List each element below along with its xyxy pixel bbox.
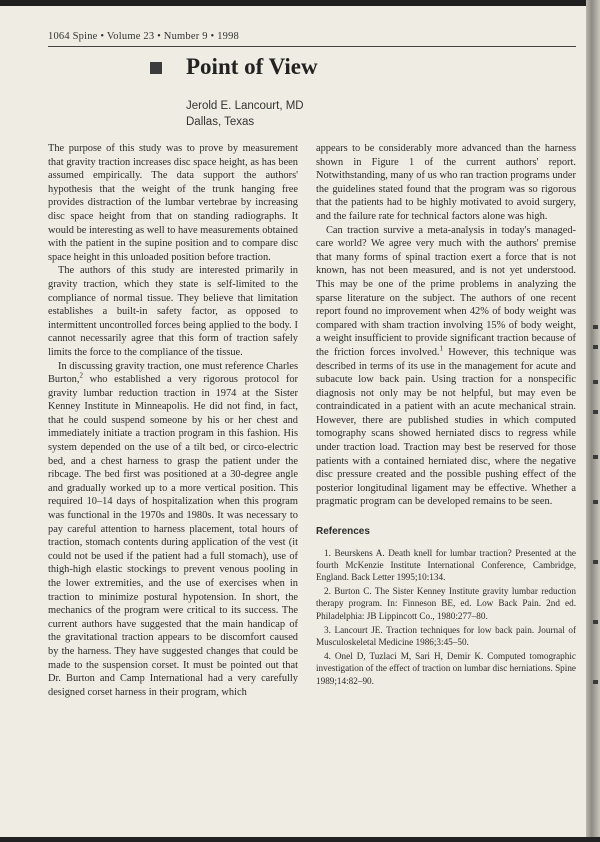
reference-item: 2. Burton C. The Sister Kenney Institute gravity lumbar reduction therapy program. In: Finneson BE, ed. Low Back Pain. 2nd ed. Philadelphia: JB Lippincott Co., 1980:277–80. xyxy=(316,586,576,621)
edge-mark xyxy=(593,410,598,414)
top-edge-bar xyxy=(0,0,600,6)
author-name: Jerold E. Lancourt, MD xyxy=(186,100,304,112)
paragraph: appears to be considerably more advanced than the harness shown in Figure 1 of the current authors' report. Notwithstanding, many of us who ran traction programs under the guidelines stated found that the program was so rigorous that the patients had to be highly motivated to avoid surgery, and the failure rate for technical factors alone was high. xyxy=(316,143,576,222)
paragraph xyxy=(48,360,298,700)
edge-mark xyxy=(593,500,598,504)
edge-mark xyxy=(593,455,598,459)
header-rule xyxy=(48,46,576,47)
reference-item: 3. Lancourt JE. Traction techniques for low back pain. Journal of Musculoskeletal Medicine 1986;3:45–50. xyxy=(316,624,576,648)
edge-mark xyxy=(593,680,598,684)
paragraph xyxy=(316,224,576,509)
right-column xyxy=(316,142,576,689)
paragraph: The authors of this study are interested primarily in gravity traction, which they state is self-limited to the compliance of normal tissue. They believe that limitation establishes a built-in safety factor, as opposed to intermittent uncontrolled forces being applied to the body. I cannot necessarily agree that this form of traction safely limits the force to the compliance of the tissue. xyxy=(48,265,298,358)
citation-superscript: 1 xyxy=(439,344,443,353)
references-heading: References xyxy=(316,526,370,538)
left-column xyxy=(48,142,298,699)
edge-mark xyxy=(593,620,598,624)
author-block xyxy=(186,98,304,130)
author-location: Dallas, Texas xyxy=(186,116,255,128)
edge-mark xyxy=(593,380,598,384)
citation-superscript: 2 xyxy=(79,371,83,380)
paragraph-text: Can traction survive a meta-analysis in today's managed-care world? We agree very much with the authors' premise that many forms of spinal traction exert a force that is not known, has not been measured, and is not yet understood. This may be one of the prime problems in analyzing the sparse literature on the subject. The authors of one recent report found no improvement when 42% of body weight was compared with sham traction involving 15% of body weight, a weight insufficient to provide significant traction because of the friction forces involved. xyxy=(316,224,576,358)
paragraph-text: However, this technique was described in terms of its use in the management for acute and subacute low back pain. Using traction for a nonspecific diagnosis not only may be not helpful, but may even be contraindicated in a patient with an acute mechanical strain. However, there are published studies in which computed tomography scans showed herniated discs to regress while under traction load. Traction may best be reserved for those patients with a contained herniated disc, where the negative disc pressure created and the possible pushing effect of the posterior longitudinal ligament may be effective. Whether a pragmatic program can be developed remains to be seen. xyxy=(316,346,576,508)
edge-mark xyxy=(593,345,598,349)
reference-item: 1. Beurskens A. Death knell for lumbar traction? Presented at the fourth McKenzie Institute International Conference, Cambridge, England. Back Letter 1995;10:134. xyxy=(316,547,576,583)
reference-item: 4. Onel D, Tuzlaci M, Sari H, Demir K. Computed tomographic investigation of the effect of traction on lumbar disc herniations. Spine 1989;14:82–90. xyxy=(316,651,576,686)
running-head: 1064 Spine • Volume 23 • Number 9 • 1998 xyxy=(48,31,240,42)
paragraph-text: In discussing gravity traction, one must reference Charles Burton, xyxy=(48,360,298,386)
edge-mark xyxy=(593,325,598,329)
edge-mark xyxy=(593,560,598,564)
bottom-edge-bar xyxy=(0,837,600,842)
paragraph-text: who established a very rigorous protocol for gravity lumbar reduction traction in 1974 at the Sister Kenney Institute in Minneapolis. He did not find, in fact, that he could suspend someone by his or her chest and immediately initiate a traction program in this fashion. His system depended on the use of a tilt bed, or circo-electric bed, and a chest harness to grasp the patient under the ribcage. The bed first was positioned at a 30-degree angle and gradually worked up to a more vertical position. This required 10–14 days of hospitalization when this program was functional in the 1970s and 1980s. It was necessary to pay careful attention to harness placement, total hours of traction, stomach contents during application of the vest (it could not be used if the patient had a full stomach), use of thigh-high elastic stockings to prevent venous pooling in the lower extremities, and the use of exercises when in traction to minimize postural hypotension. In short, the mechanics of the program were critical to its success. The current authors have suggested that the main handicap of the gravitational traction appears to be discomfort caused by the harness. They have suggested changes that could be made to the suspension corset. It must be pointed out that Dr. Burton and Camp International had a very carefully designed corset harness in their program, which xyxy=(48,374,298,698)
article-title: Point of View xyxy=(186,54,318,79)
paragraph: The purpose of this study was to prove by measurement that gravity traction increases disc space height, as has been assumed empirically. The data support the authors' hypothesis that the weight of the trunk hanging free provides distraction of the lumbar vertebrae by increasing disc space height from that on standing radiographs. It would be interesting as well to have measurements obtained with the patient in the supine position and to compare disc space height in this unloaded position before traction. xyxy=(48,143,298,263)
title-square-icon xyxy=(150,62,162,74)
page-edge-strip xyxy=(586,0,600,842)
